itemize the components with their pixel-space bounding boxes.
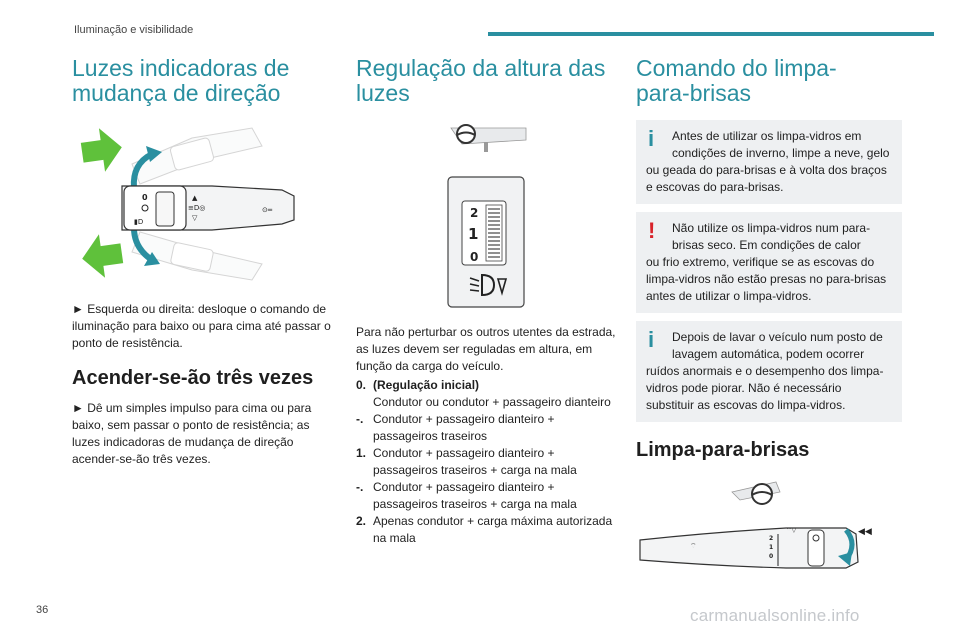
levelling-intro: Para não perturbar os outros utentes da estrada, as luzes devem ser reguladas em altura, em função da carga do veículo. [356, 325, 616, 373]
svg-text:▮D: ▮D [134, 218, 144, 226]
section-title-headlamp-levelling: Regulação da altura das luzes [356, 55, 606, 106]
dial-wheel [486, 205, 502, 261]
warning-box-text-lead: Não utilize os limpa-vidros num para-brisas seco. Em condições de calor [672, 221, 871, 252]
svg-text:≡D◎: ≡D◎ [188, 204, 206, 212]
info-box-text: ruídos anormais e o desempenho dos limpa-vidros pode piorar. Não é necessário substituir as escovas do limpa-vidros. [646, 364, 884, 412]
wiper-label-0: 0 [769, 553, 774, 560]
three-flashes-instruction: ► Dê um simples impulso para cima ou para baixo, sem passar o ponto de resistência; as luzes indicadoras de mudança de direção acender-se-ão três vezes. [72, 401, 312, 466]
svg-text:▽: ▽ [192, 214, 198, 222]
list-item-number: -. [356, 480, 364, 494]
section-title-wiper-control: Comando do limpa-para-brisas [636, 55, 837, 106]
column-wiper-control [636, 56, 902, 585]
info-box-text-lead: Depois de lavar o veículo num posto de lavagem automática, podem ocorrer [672, 330, 883, 361]
arrow-right-icon [79, 125, 125, 174]
list-item-text: Condutor + passageiro dianteiro + passageiros traseiros [373, 412, 555, 443]
column-headlamp-levelling [356, 56, 618, 547]
svg-text:⊙═: ⊙═ [262, 206, 273, 214]
info-icon: i [648, 327, 655, 352]
turn-signal-instruction: ► Esquerda ou direita: desloque o comando de iluminação para baixo ou para cima até passar o ponto de resistência. [72, 302, 331, 350]
dial-label-0: 0 [470, 250, 479, 264]
warning-box-dry-windscreen [636, 212, 902, 313]
wiper-stalk-figure [636, 470, 902, 580]
info-icon: i [648, 126, 655, 151]
section-title-windscreen-wiper: Limpa-para-brisas [636, 439, 810, 461]
running-header: Iluminação e visibilidade [74, 24, 194, 36]
info-box-winter [636, 120, 902, 204]
dial-label-1: 1 [468, 225, 479, 243]
watermark: carmanualsonline.info [690, 606, 860, 625]
wiper-label-2: 2 [769, 535, 774, 542]
info-box-text-lead: Antes de utilizar os limpa-vidros em condições de inverno, limpe a neve, gelo [672, 129, 890, 160]
svg-text:▲: ▲ [192, 194, 198, 202]
list-item-text: Condutor + passageiro dianteiro + passageiros traseiros + carga na mala [373, 480, 577, 511]
list-item [356, 513, 618, 547]
column-turn-signals [72, 56, 340, 468]
turn-signal-stalk-figure [72, 124, 340, 284]
section-title-three-flashes: Acender-se-ão três vezes [72, 367, 314, 389]
list-item-number: 2. [356, 514, 367, 528]
list-item [356, 479, 618, 513]
svg-text:⌔: ⌔ [690, 542, 697, 550]
light-off-label: 0 [142, 193, 148, 202]
info-box-text: ou geada do para-brisas e à volta dos braços e escovas do para-brisas. [646, 163, 887, 194]
list-item-number: -. [356, 412, 364, 426]
arrow-left-icon [79, 231, 125, 280]
warning-box-text: ou frio extremo, verifique se as escovas do limpa-vidros não estão presas no para-brisas antes de utilizar o limpa-vidros. [646, 255, 887, 303]
header-accent-bar [488, 32, 934, 36]
list-item-number: 1. [356, 446, 367, 460]
info-box-car-wash [636, 321, 902, 422]
push-arrows-icon: ◀◀ [858, 527, 872, 537]
headlamp-levelling-dial [356, 175, 618, 309]
list-item-number: 0. [356, 378, 367, 392]
warning-icon: ! [648, 218, 656, 243]
list-item-text: Condutor ou condutor + passageiro dianteiro [373, 395, 611, 409]
list-item-text: Apenas condutor + carga máxima autorizada na mala [373, 514, 613, 545]
dial-label-2: 2 [470, 206, 479, 220]
section-title-turn-signals: Luzes indicadoras de mudança de direção [72, 55, 290, 106]
list-item-text: Condutor + passageiro dianteiro + passageiros traseiros + carga na mala [373, 446, 577, 477]
list-item [356, 445, 618, 479]
steering-wheel-figure [356, 124, 618, 166]
svg-text:⌔▽: ⌔▽ [786, 527, 797, 534]
levelling-positions-list [356, 377, 618, 547]
list-item [356, 377, 618, 411]
list-item [356, 411, 618, 445]
page-number: 36 [36, 604, 49, 616]
list-item-heading: (Regulação inicial) [373, 378, 480, 392]
wiper-label-1: 1 [769, 544, 774, 551]
wiper-stalk [640, 528, 858, 568]
